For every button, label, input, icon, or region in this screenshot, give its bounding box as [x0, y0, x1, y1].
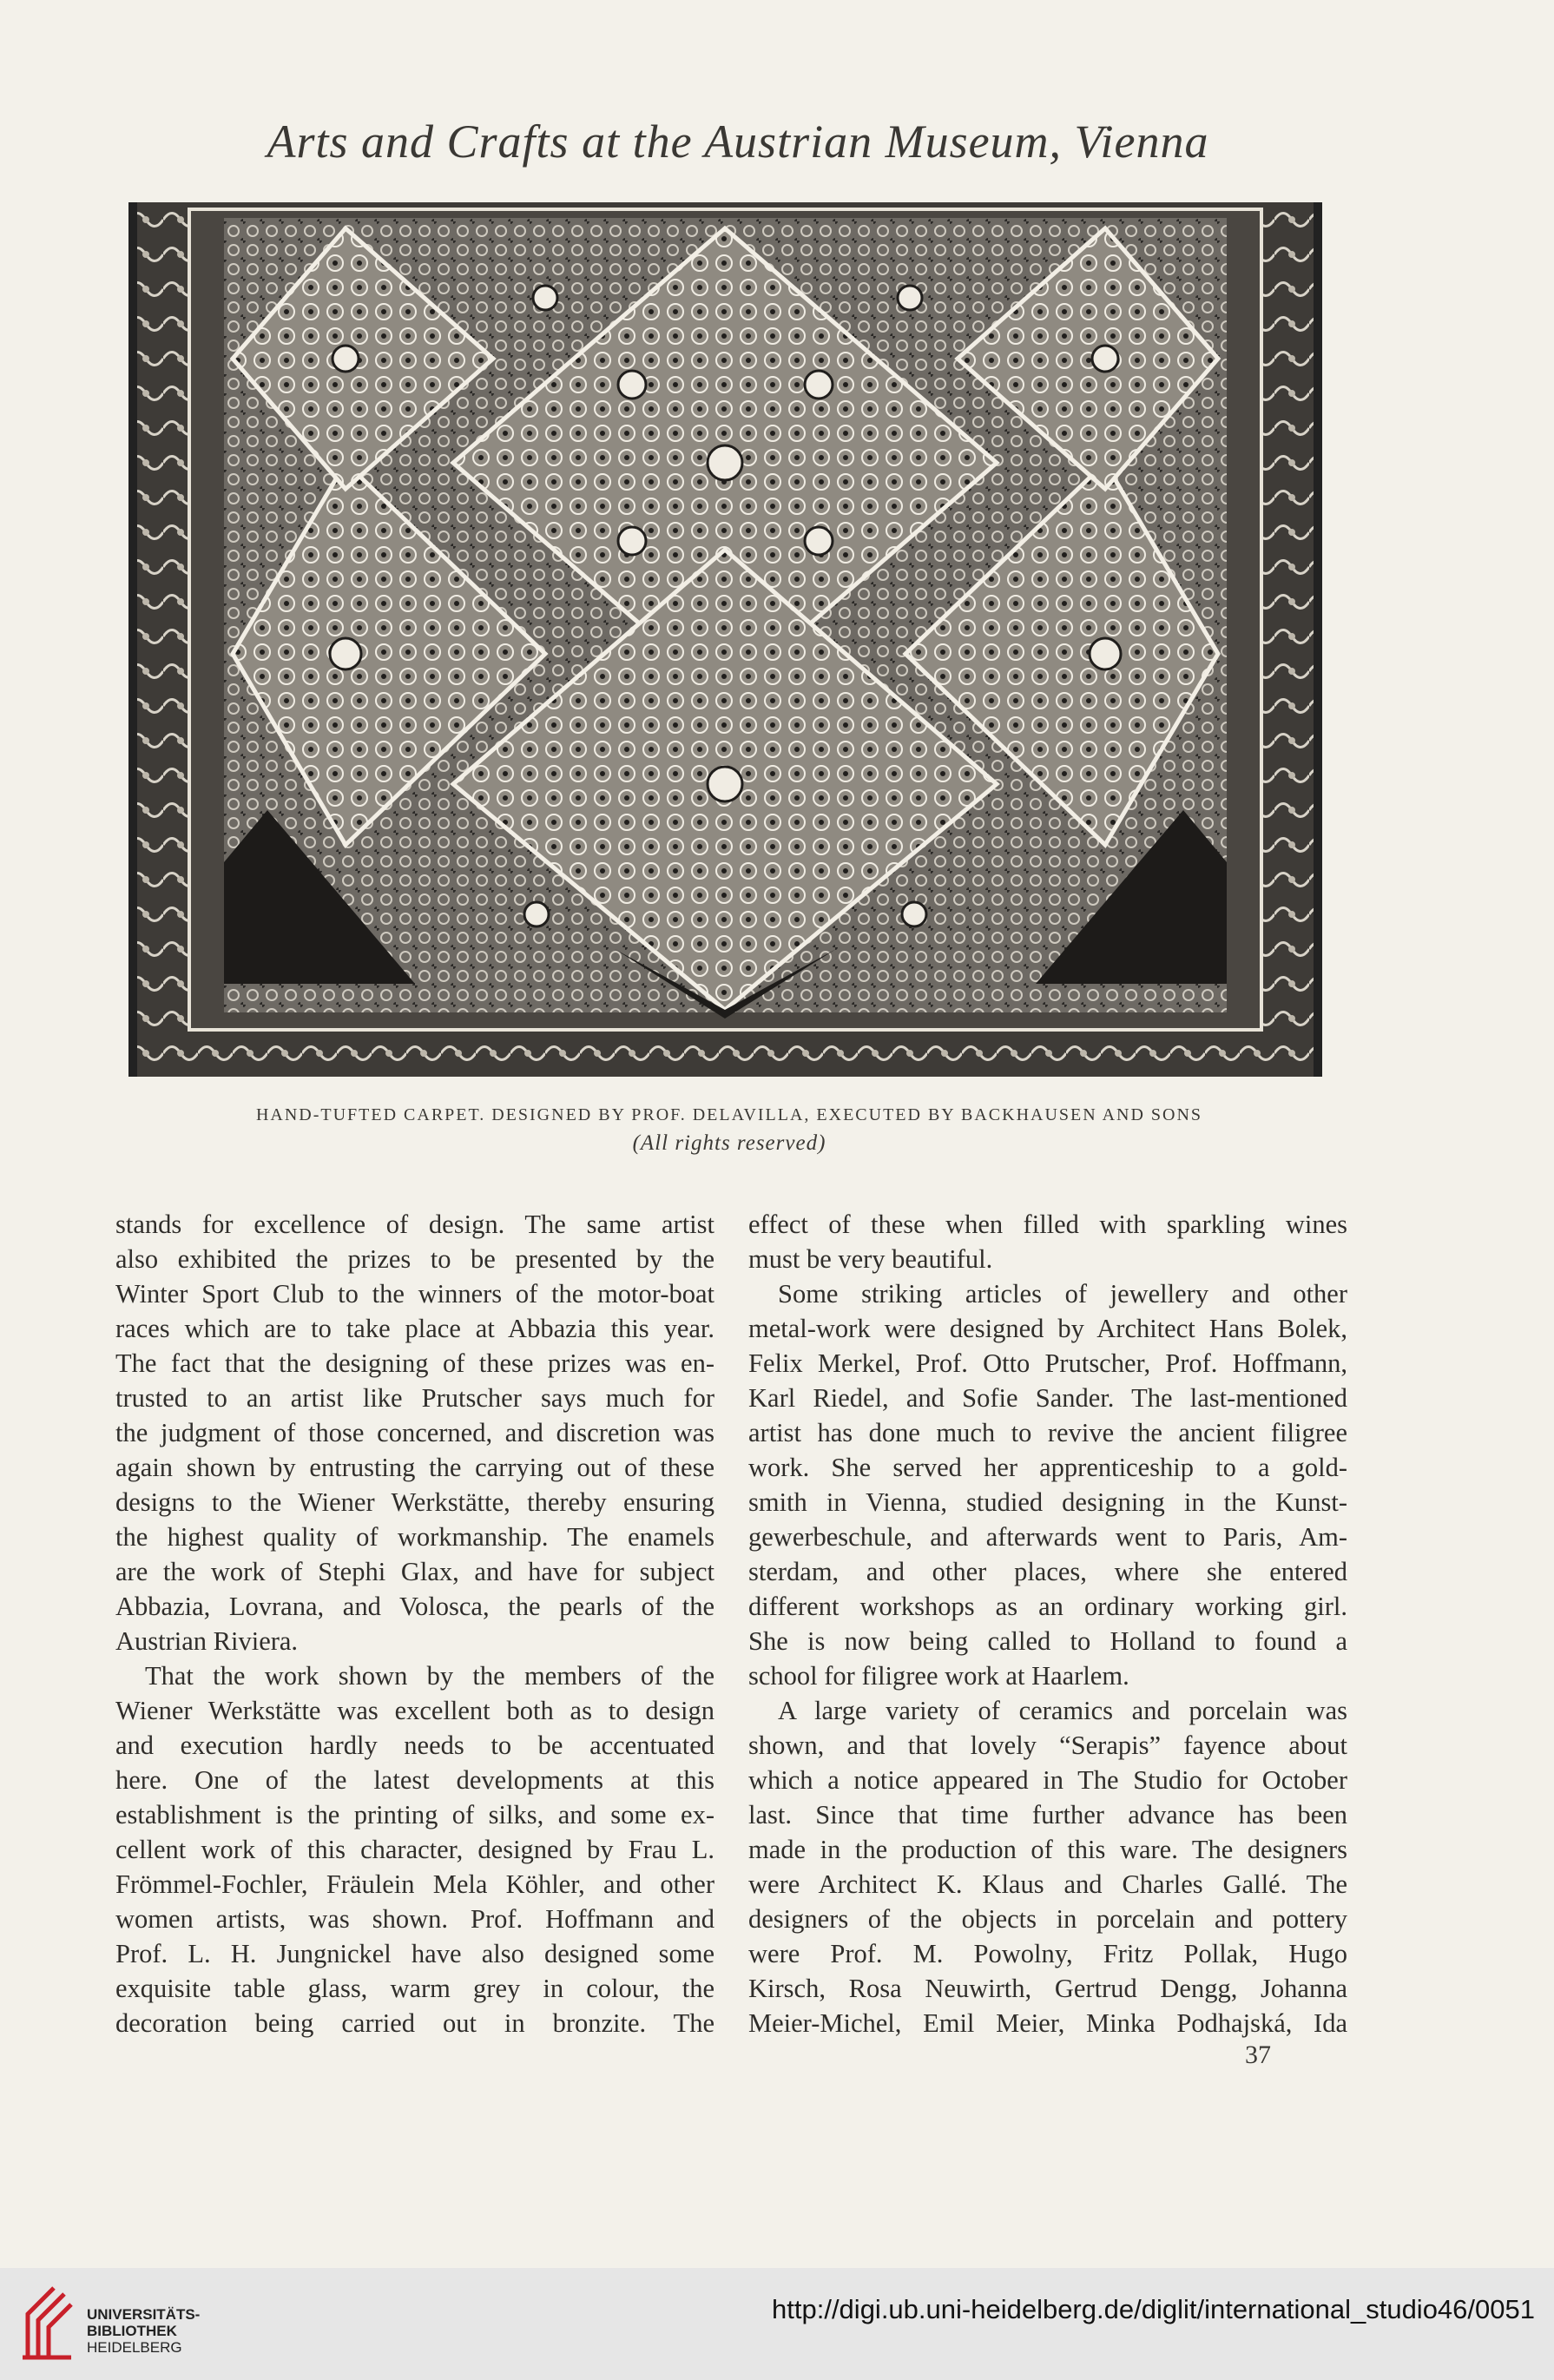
text-line: which a notice appeared in The Studio for October	[748, 1765, 1347, 1795]
text-line: work. She served her apprenticeship to a gold-	[748, 1453, 1347, 1482]
text-line: Some striking articles of jewellery and other	[778, 1279, 1347, 1309]
text-line: A large variety of ceramics and porcelain was	[778, 1696, 1347, 1725]
text-line: Prof. L. H. Jungnickel have also designed some	[115, 1939, 714, 1968]
text-line: designs to the Wiener Werkstätte, thereby ensuring	[115, 1487, 714, 1517]
text-line: establishment is the printing of silks, and some ex-	[115, 1800, 714, 1830]
right-column	[748, 1207, 1347, 2040]
text-line: decoration being carried out in bronzite. The	[115, 2008, 714, 2038]
text-line: She is now being called to Holland to found a	[748, 1626, 1347, 1656]
plate-rights-note: (All rights reserved)	[632, 1131, 826, 1155]
text-line: stands for excellence of design. The same artist	[115, 1210, 714, 1239]
digitization-footer	[0, 2268, 1554, 2380]
text-line: Frömmel-Fochler, Fräulein Mela Köhler, and other	[115, 1869, 714, 1899]
text-line: Karl Riedel, and Sofie Sander. The last-mentioned	[748, 1383, 1347, 1413]
carpet-plate-image	[128, 202, 1322, 1077]
carpet-illustration	[128, 202, 1322, 1077]
library-name-line: BIBLIOTHEK	[87, 2323, 177, 2339]
text-line: trusted to an artist like Prutscher says much for	[115, 1383, 714, 1413]
plate-caption: HAND-TUFTED CARPET. DESIGNED BY PROF. DELAVILLA, EXECUTED BY BACKHAUSEN AND SONS	[255, 1105, 1203, 1124]
library-logo-icon	[19, 2284, 75, 2362]
text-line: and execution hardly needs to be accentuated	[115, 1731, 714, 1760]
text-line: school for filigree work at Haarlem.	[748, 1661, 1129, 1691]
text-line: metal-work were designed by Architect Hans Bolek,	[748, 1314, 1347, 1343]
text-line: smith in Vienna, studied designing in the Kunst-	[748, 1487, 1347, 1517]
text-line: designers of the objects in porcelain and pottery	[748, 1904, 1347, 1934]
text-line: Meier-Michel, Emil Meier, Minka Podhajská, Ida	[748, 2008, 1347, 2038]
text-line: gewerbeschule, and afterwards went to Paris, Am-	[748, 1522, 1347, 1552]
text-line: different workshops as an ordinary working girl.	[748, 1592, 1347, 1621]
text-line: Austrian Riviera.	[115, 1626, 299, 1656]
text-line: were Architect K. Klaus and Charles Gallé. The	[748, 1869, 1347, 1899]
text-line: must be very beautiful.	[748, 1244, 993, 1274]
text-line: women artists, was shown. Prof. Hoffmann and	[115, 1904, 714, 1934]
text-line: Felix Merkel, Prof. Otto Prutscher, Prof. Hoffmann,	[748, 1348, 1347, 1378]
text-line: were Prof. M. Powolny, Fritz Pollak, Hugo	[748, 1939, 1347, 1968]
text-line: Kirsch, Rosa Neuwirth, Gertrud Dengg, Johanna	[748, 1974, 1347, 2003]
text-line: last. Since that time further advance has been	[748, 1800, 1347, 1830]
running-head: Arts and Crafts at the Austrian Museum, Vienna	[267, 115, 1209, 168]
left-column	[115, 1207, 714, 2040]
library-name	[87, 2306, 200, 2356]
text-line: The fact that the designing of these prizes was en-	[115, 1348, 714, 1378]
text-line: Abbazia, Lovrana, and Volosca, the pearls of the	[115, 1592, 714, 1621]
text-line: here. One of the latest developments at this	[115, 1765, 714, 1795]
text-line: artist has done much to revive the ancient filigree	[748, 1418, 1347, 1447]
text-line: Wiener Werkstätte was excellent both as to design	[115, 1696, 714, 1725]
text-line: Winter Sport Club to the winners of the motor-boat	[115, 1279, 714, 1309]
library-name-line: UNIVERSITÄTS-	[87, 2306, 201, 2323]
text-line: the highest quality of workmanship. The enamels	[115, 1522, 714, 1552]
text-line: races which are to take place at Abbazia this year.	[115, 1314, 714, 1343]
text-line: shown, and that lovely “Serapis” fayence about	[748, 1731, 1347, 1760]
text-line: made in the production of this ware. The designers	[748, 1835, 1347, 1864]
text-line: are the work of Stephi Glax, and have for subject	[115, 1557, 714, 1586]
text-line: sterdam, and other places, where she entered	[748, 1557, 1347, 1586]
text-line: cellent work of this character, designed by Frau L.	[115, 1835, 714, 1864]
text-line: the judgment of those concerned, and discretion was	[115, 1418, 714, 1447]
source-url-link[interactable]: http://digi.ub.uni-heidelberg.de/diglit/international_studio46/0051	[772, 2294, 1535, 2324]
text-line: exquisite table glass, warm grey in colour, the	[115, 1974, 714, 2003]
text-line: That the work shown by the members of the	[145, 1661, 714, 1691]
text-line: effect of these when filled with sparkling wines	[748, 1210, 1347, 1239]
text-line: also exhibited the prizes to be presented by the	[115, 1244, 714, 1274]
library-name-line: HEIDELBERG	[87, 2339, 182, 2356]
text-line: again shown by entrusting the carrying out of these	[115, 1453, 714, 1482]
page-number: 37	[1245, 2040, 1271, 2069]
